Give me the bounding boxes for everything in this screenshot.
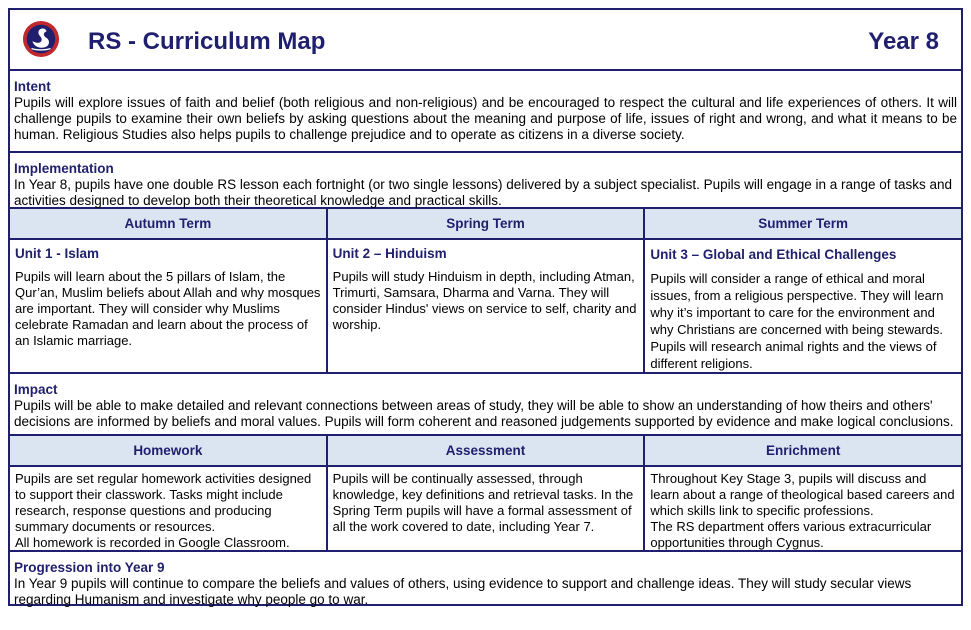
terms-header-row bbox=[10, 209, 961, 240]
extras-header-row bbox=[10, 436, 961, 467]
intent-section bbox=[10, 71, 961, 153]
implementation-text: In Year 8, pupils have one double RS lesson each fortnight (or two single lessons) delivered by a subject specialist. Pupils will engage in a range of tasks and activities designed to develop both their theoretical knowledge and practical skills. bbox=[14, 177, 953, 208]
unit-3-title: Unit 3 – Global and Ethical Challenges bbox=[650, 247, 897, 262]
spring-term-header: Spring Term bbox=[328, 209, 646, 240]
assessment-cell: Pupils will be continually assessed, through knowledge, key definitions and retrieval tasks. In the Spring Term pupils will have a formal assessment of all the work covered to date, including Year 7. bbox=[328, 467, 646, 552]
year-label: Year 8 bbox=[868, 28, 939, 55]
implementation-heading: Implementation bbox=[14, 161, 114, 176]
impact-text: Pupils will be able to make detailed and relevant connections between areas of study, they will be able to show an understanding of how theirs and others' decisions are informed by beliefs and moral values. Pupils will form coherent and reasoned judgements supported by evidence and make logical conclusions. bbox=[14, 398, 954, 429]
intent-heading: Intent bbox=[14, 79, 51, 94]
progression-text: In Year 9 pupils will continue to compare the beliefs and values of others, using evidence to support and challenge ideas. They will study secular views regarding Humanism and investigate why people go to war. bbox=[14, 576, 912, 607]
unit-1-text: Pupils will learn about the 5 pillars of Islam, the Qur’an, Muslim beliefs about Allah and why mosques are important. They will consider why Muslims celebrate Ramadan and learn about the process of an Islamic marriage. bbox=[15, 269, 321, 348]
assessment-header: Assessment bbox=[328, 436, 646, 467]
enrichment-cell: Throughout Key Stage 3, pupils will discuss and learn about a range of theological based careers and which skills link to specific professions. The RS department offers various extracurricular opportunities through Cygnus. bbox=[645, 467, 961, 552]
unit-3-cell bbox=[645, 240, 961, 374]
impact-section bbox=[10, 374, 961, 436]
unit-2-cell bbox=[328, 240, 646, 374]
unit-3-text: Pupils will consider a range of ethical and moral issues, from a religious perspective. They will learn why it’s important to care for the environment and why Christians are concerned with being stewards. Pupils will research animal rights and the views of different religions. bbox=[650, 271, 944, 371]
progression-section bbox=[10, 552, 961, 607]
homework-cell: Pupils are set regular homework activities designed to support their classwork. Tasks might include research, response questions and producing summary documents or resources. All homework is recorded in Google Classroom. bbox=[10, 467, 328, 552]
page-header bbox=[10, 10, 961, 71]
page-title: RS - Curriculum Map bbox=[88, 28, 326, 55]
enrichment-header: Enrichment bbox=[645, 436, 961, 467]
progression-heading: Progression into Year 9 bbox=[14, 560, 165, 575]
curriculum-map bbox=[8, 8, 963, 606]
impact-heading: Impact bbox=[14, 382, 58, 397]
unit-2-text: Pupils will study Hinduism in depth, including Atman, Trimurti, Samsara, Dharma and Varna. They will consider Hindus' views on service to self, charity and worship. bbox=[332, 269, 637, 332]
unit-1-title: Unit 1 - Islam bbox=[15, 246, 100, 261]
intent-text: Pupils will explore issues of faith and belief (both religious and non-religious) and be encouraged to respect the cultural and life experiences of others. It will challenge pupils to examine their own beliefs by asking questions about the meaning and purpose of life, issues of right and wrong, and what it means to be human. Religious Studies also helps pupils to challenge prejudice and to operate as citizens in a diverse society. bbox=[14, 95, 957, 142]
autumn-term-header: Autumn Term bbox=[10, 209, 328, 240]
summer-term-header: Summer Term bbox=[645, 209, 961, 240]
extras-content-row bbox=[10, 467, 961, 552]
terms-content-row bbox=[10, 240, 961, 374]
unit-2-title: Unit 2 – Hinduism bbox=[332, 246, 447, 261]
homework-header: Homework bbox=[10, 436, 328, 467]
unit-1-cell bbox=[10, 240, 328, 374]
implementation-section bbox=[10, 153, 961, 209]
swan-icon bbox=[22, 20, 60, 58]
